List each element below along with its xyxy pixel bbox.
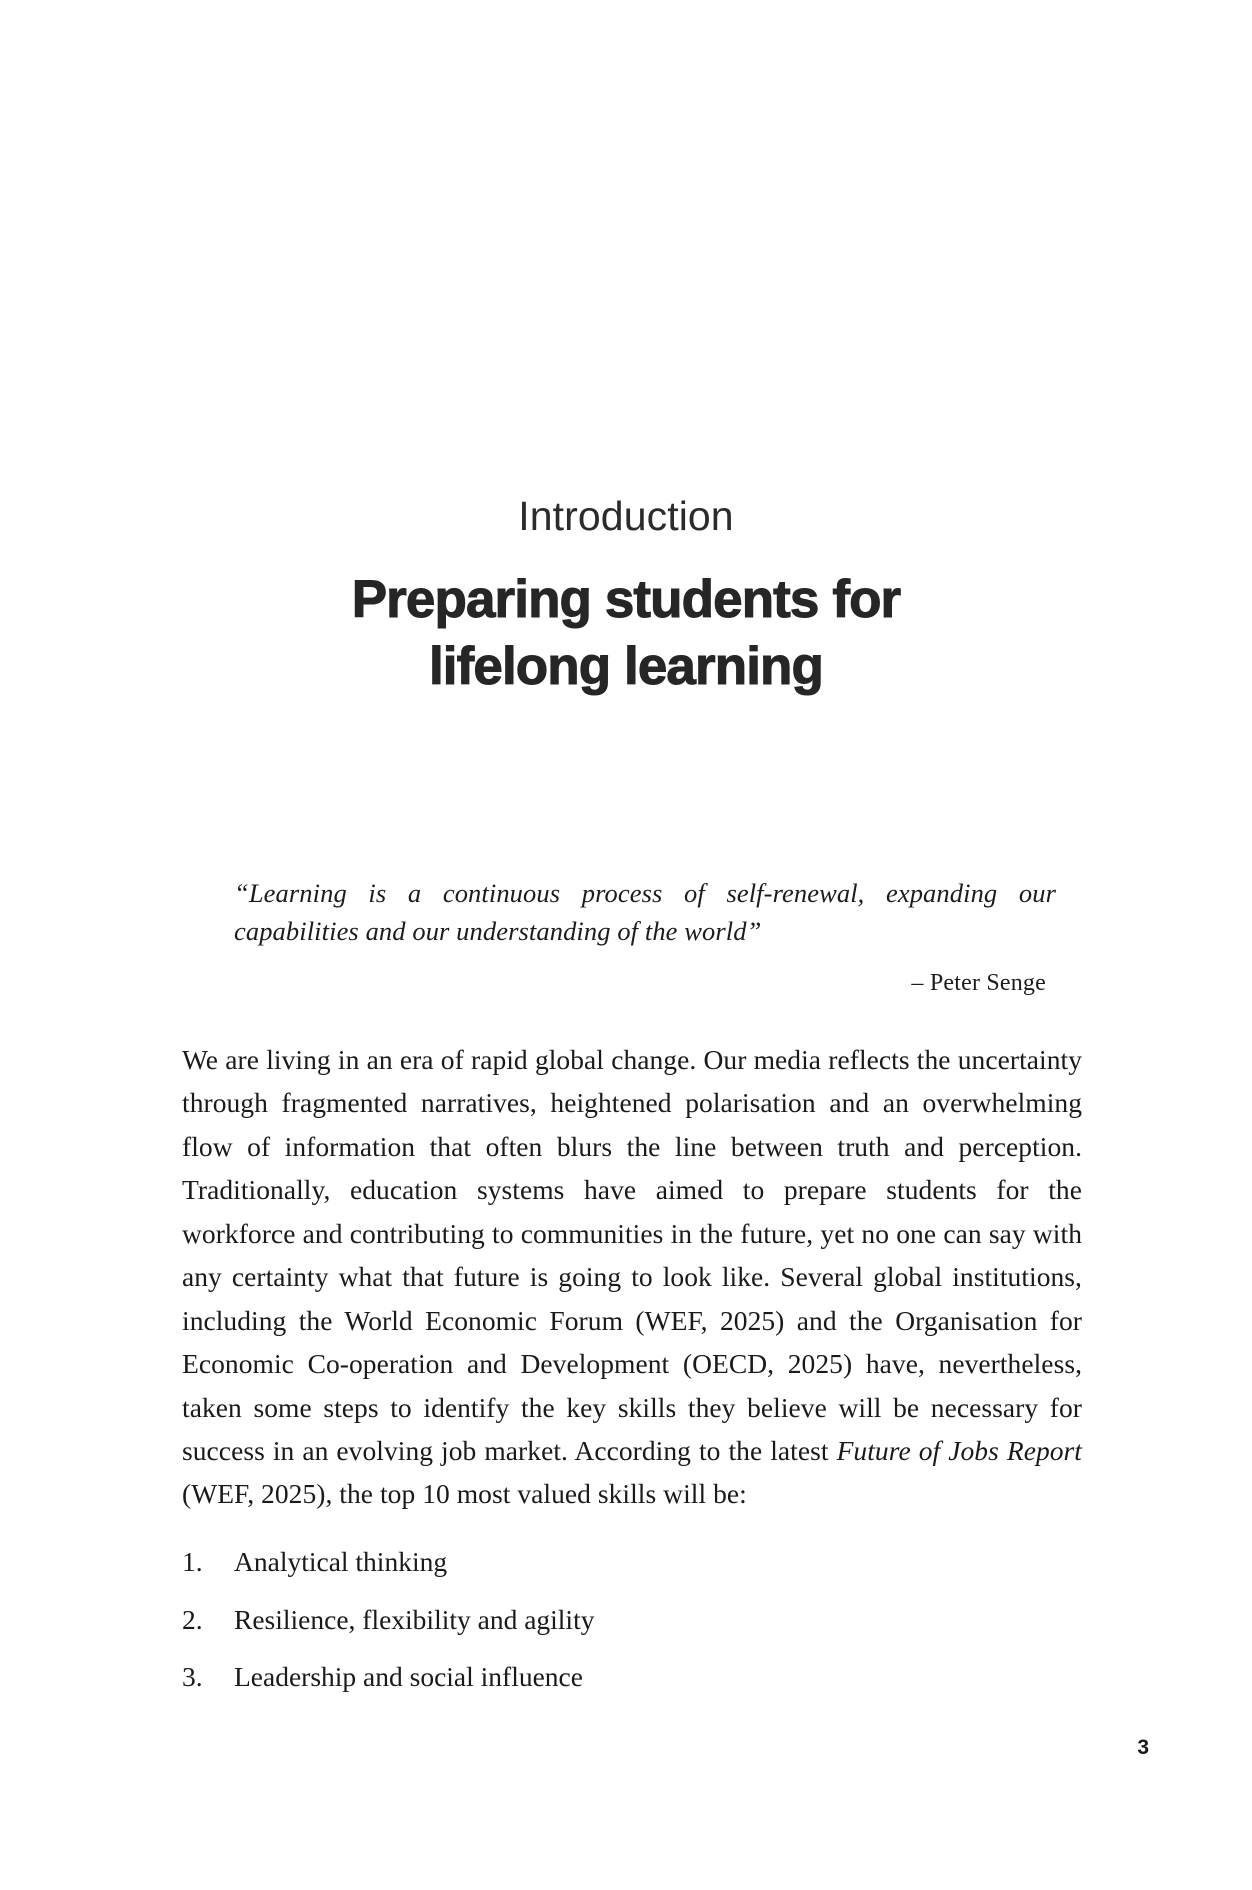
body-paragraph-part-2: (WEF, 2025), the top 10 most valued skills will be: xyxy=(182,1478,747,1510)
pull-quote-attribution: – Peter Senge xyxy=(911,970,1046,997)
page-heading-block xyxy=(0,492,1252,701)
body-paragraph xyxy=(182,1038,1082,1516)
list-item-number: 1. xyxy=(182,1546,203,1577)
page-number: 3 xyxy=(1137,1736,1149,1759)
body-content xyxy=(182,1038,1082,1516)
pull-quote-line-2: capabilities and our understanding of the world” xyxy=(234,916,762,947)
section-eyebrow-heading: Introduction xyxy=(518,493,734,539)
list-item-number: 2. xyxy=(182,1603,203,1635)
page-title-line-1: Preparing students for xyxy=(351,570,901,630)
pull-quote-block xyxy=(234,874,1056,997)
list-item xyxy=(182,1663,1082,1691)
report-title-italic: Future of Jobs Report xyxy=(836,1434,1082,1466)
page-title xyxy=(0,567,1252,701)
list-item xyxy=(182,1548,1082,1576)
pull-quote-line-1: “Learning is a continuous process of self-renewal, expanding our xyxy=(234,878,1056,908)
list-item-label: Analytical thinking xyxy=(234,1546,448,1577)
page-title-line-2: lifelong learning xyxy=(428,636,823,696)
skills-ordered-list xyxy=(182,1548,1082,1721)
list-item xyxy=(182,1603,1082,1635)
pull-quote-text xyxy=(234,874,1056,950)
list-item-label: Resilience, flexibility and agility xyxy=(234,1603,595,1635)
list-item-number: 3. xyxy=(182,1661,203,1692)
list-item-label: Leadership and social influence xyxy=(234,1661,583,1692)
body-paragraph-part-1: We are living in an era of rapid global change. Our media reflects the uncertainty through fragmented narratives, heightened polarisation and an overwhelming flow of information that often blurs the line between truth and perception. Traditionally, education systems have aimed to prepare students for the workforce and contributing to communities in the future, yet no one can say with any certainty what that future is going to look like. Several global institutions, including the World Economic Forum (WEF, 2025) and the Organisation for Economic Co-operation and Development (OECD, 2025) have, nevertheless, taken some steps to identify the key skills they believe will be necessary for success in an evolving job market. According to the latest xyxy=(182,1044,1082,1466)
